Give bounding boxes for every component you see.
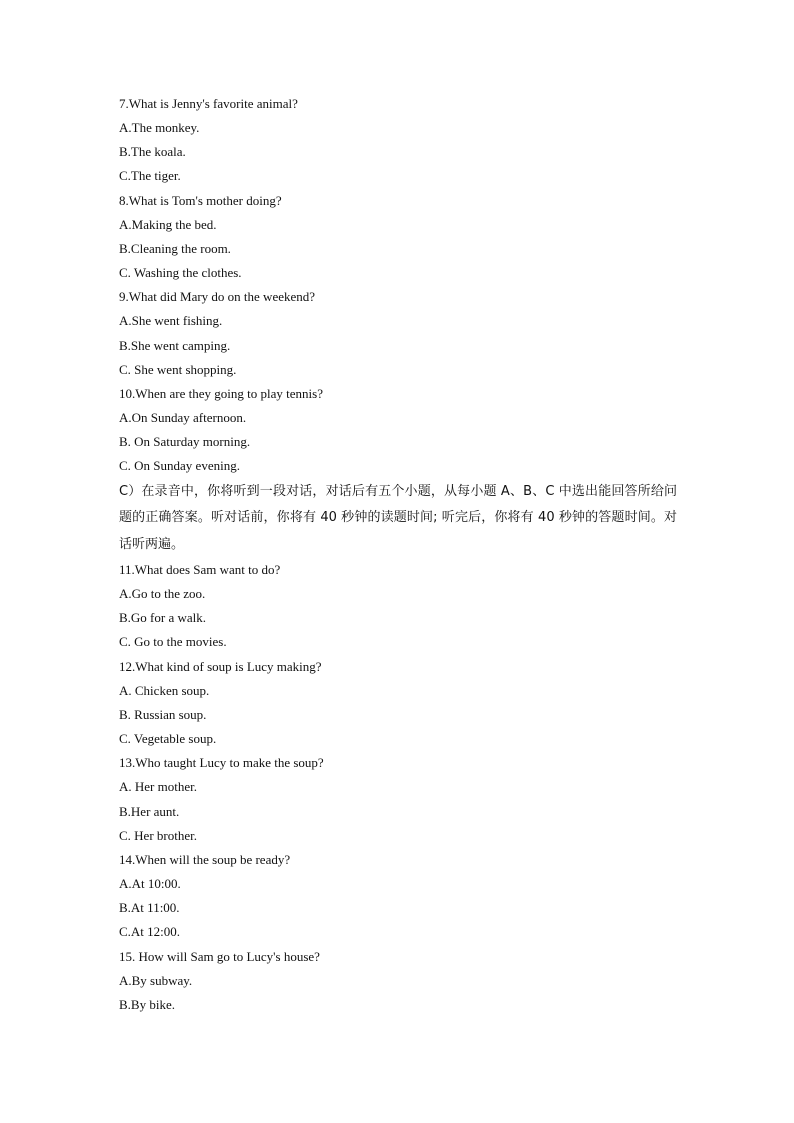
questions-block-1 xyxy=(119,92,679,479)
option-14c: C.At 12:00. xyxy=(119,924,181,940)
option-11a: A.Go to the zoo. xyxy=(119,586,206,602)
questions-block-2 xyxy=(119,558,679,1017)
question-13: 13.Who taught Lucy to make the soup? xyxy=(119,755,324,771)
section-c-instructions: C）在录音中，你将听到一段对话，对话后有五个小题，从每小题 A、B、C 中选出能回答所给问题的正确答案。听对话前，你将有 40 秒钟的读题时间; 听完后，你将有 40 秒钟的答题时间。对话听两遍。 xyxy=(119,483,677,552)
option-13b: B.Her aunt. xyxy=(119,803,180,819)
option-14b: B.At 11:00. xyxy=(119,900,180,916)
option-12b: B. Russian soup. xyxy=(119,706,207,722)
option-9a: A.She went fishing. xyxy=(119,313,223,329)
option-8b: B.Cleaning the room. xyxy=(119,240,231,256)
option-7c: C.The tiger. xyxy=(119,168,181,184)
option-8c: C. Washing the clothes. xyxy=(119,265,242,281)
option-10a: A.On Sunday afternoon. xyxy=(119,410,247,426)
question-15: 15. How will Sam go to Lucy's house? xyxy=(119,948,320,964)
option-11c: C. Go to the movies. xyxy=(119,634,227,650)
question-11: 11.What does Sam want to do? xyxy=(119,562,281,577)
option-11b: B.Go for a walk. xyxy=(119,610,207,626)
option-10b: B. On Saturday morning. xyxy=(119,434,251,450)
question-7: 7.What is Jenny's favorite animal? xyxy=(119,96,298,111)
question-9: 9.What did Mary do on the weekend? xyxy=(119,289,316,305)
option-13c: C. Her brother. xyxy=(119,827,197,843)
option-8a: A.Making the bed. xyxy=(119,216,217,232)
question-10: 10.When are they going to play tennis? xyxy=(119,385,323,401)
option-9b: B.She went camping. xyxy=(119,337,231,353)
document-page xyxy=(119,92,679,1017)
option-7b: B.The koala. xyxy=(119,144,186,160)
question-12: 12.What kind of soup is Lucy making? xyxy=(119,658,322,674)
option-14a: A.At 10:00. xyxy=(119,876,181,892)
option-15b: B.By bike. xyxy=(119,996,175,1012)
option-12a: A. Chicken soup. xyxy=(119,682,210,698)
option-15a: A.By subway. xyxy=(119,972,193,988)
option-13a: A. Her mother. xyxy=(119,779,197,795)
option-10c: C. On Sunday evening. xyxy=(119,458,240,474)
question-14: 14.When will the soup be ready? xyxy=(119,851,291,867)
option-12c: C. Vegetable soup. xyxy=(119,731,217,747)
option-9c: C. She went shopping. xyxy=(119,361,237,377)
question-8: 8.What is Tom's mother doing? xyxy=(119,192,282,208)
option-7a: A.The monkey. xyxy=(119,120,200,136)
